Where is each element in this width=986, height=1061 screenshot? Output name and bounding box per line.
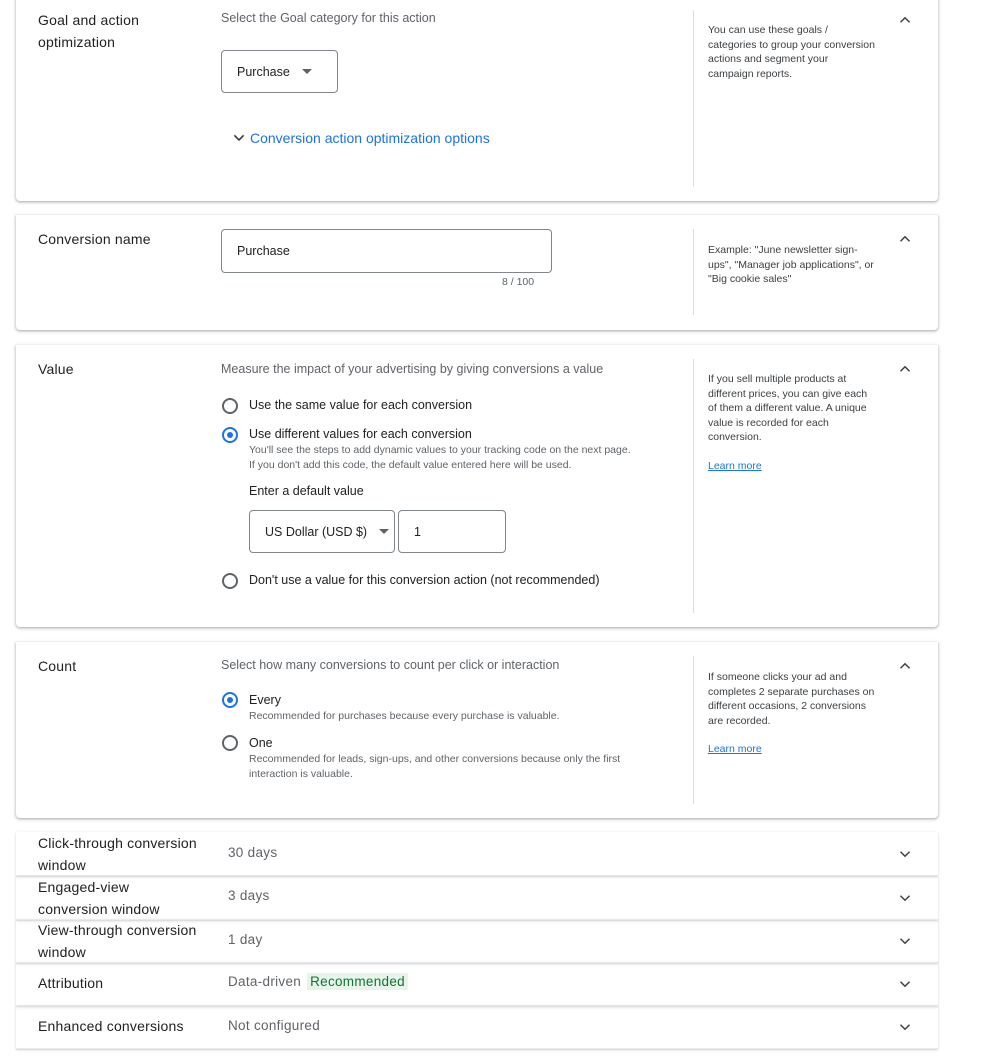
value-learn-more-link[interactable]: Learn more: [708, 459, 762, 472]
conversion-name-value: Purchase: [237, 244, 290, 258]
expand-chevron-down-icon[interactable]: [896, 845, 914, 863]
row-value: 30 days: [228, 845, 278, 860]
divider: [693, 656, 694, 804]
optimization-options-link[interactable]: [231, 130, 490, 146]
recommended-badge: Recommended: [307, 973, 408, 990]
goal-label: Goal and action optimization: [38, 12, 140, 50]
default-value-input[interactable]: [398, 510, 506, 553]
row-value: 1 day: [228, 932, 263, 947]
row-label: Attribution: [38, 975, 104, 991]
goal-category-select[interactable]: [221, 50, 338, 93]
row-label: View-through conversion window: [38, 922, 197, 960]
count-learn-more-link[interactable]: Learn more: [708, 743, 762, 756]
currency-value: US Dollar (USD $): [265, 524, 368, 539]
radio-one-label[interactable]: One: [249, 736, 273, 750]
radio-no-value-label[interactable]: Don't use a value for this conversion action (not recommended): [249, 573, 600, 587]
optimization-options-text: Conversion action optimization options: [250, 130, 490, 146]
count-section: [16, 642, 938, 818]
chevron-down-icon: [231, 130, 247, 146]
row-value: Data-driven: [228, 974, 302, 989]
row-label: Click-through conversion window: [38, 835, 197, 873]
expand-chevron-down-icon[interactable]: [896, 889, 914, 907]
default-value-amount: 1: [414, 524, 421, 539]
different-values-desc: You'll see the steps to add dynamic values to your tracking code on the next page.: [249, 444, 631, 456]
collapse-chevron-up-icon[interactable]: [896, 657, 914, 675]
goal-select-value: Purchase: [237, 64, 290, 79]
conversion-name-input[interactable]: [221, 229, 552, 273]
value-help: [708, 372, 876, 474]
one-desc: Recommended for leads, sign-ups, and other conversions because only the first: [249, 753, 621, 765]
every-desc: Recommended for purchases because every purchase is valuable.: [249, 710, 560, 722]
different-values-desc-2: If you don't add this code, the default value entered here will be used.: [249, 459, 572, 471]
radio-every[interactable]: [222, 692, 238, 708]
count-label: Count: [38, 658, 77, 674]
dropdown-arrow-icon: [379, 529, 389, 534]
goal-help: You can use these goals / categories to group your conversion actions and segment your campaign reports.: [708, 24, 875, 80]
expand-chevron-down-icon[interactable]: [896, 932, 914, 950]
radio-different-values-label[interactable]: Use different values for each conversion: [249, 427, 472, 441]
count-help-text: If someone clicks your ad and completes 2 separate purchases on different occasions, 2 conversions are recorded.: [708, 671, 875, 727]
value-help-text: If you sell multiple products at different prices, you can give each of them a different value. A unique value is recorded for each conversion.: [708, 373, 868, 444]
goal-subtitle: Select the Goal category for this action: [221, 11, 436, 25]
currency-select[interactable]: [249, 510, 395, 553]
collapse-chevron-up-icon[interactable]: [896, 11, 914, 29]
radio-same-value-label[interactable]: Use the same value for each conversion: [249, 398, 473, 412]
collapse-chevron-up-icon[interactable]: [896, 360, 914, 378]
radio-every-label[interactable]: Every: [249, 693, 281, 707]
radio-different-values[interactable]: [222, 427, 238, 443]
conversion-name-help: Example: "June newsletter sign-ups", "Manager job applications", or "Big cookie sales": [708, 244, 874, 286]
attribution-row[interactable]: [16, 962, 938, 1006]
conversion-name-label: Conversion name: [38, 231, 151, 247]
row-label: Enhanced conversions: [38, 1018, 184, 1034]
divider: [693, 229, 694, 315]
one-desc-2: interaction is valuable.: [249, 768, 353, 780]
view-through-window-row[interactable]: [16, 919, 938, 963]
count-subtitle: Select how many conversions to count per click or interaction: [221, 658, 560, 672]
goal-section: [16, 0, 938, 201]
divider: [693, 359, 694, 613]
click-through-window-row[interactable]: [16, 832, 938, 876]
expand-chevron-down-icon[interactable]: [896, 975, 914, 993]
radio-no-value[interactable]: [222, 573, 238, 589]
value-label: Value: [38, 361, 74, 377]
value-subtitle: Measure the impact of your advertising by giving conversions a value: [221, 362, 604, 376]
radio-same-value[interactable]: [222, 398, 238, 414]
enhanced-conversions-row[interactable]: [16, 1005, 938, 1049]
radio-one[interactable]: [222, 735, 238, 751]
expand-chevron-down-icon[interactable]: [896, 1018, 914, 1036]
count-help: [708, 670, 876, 757]
row-value: Not configured: [228, 1018, 321, 1033]
conversion-name-section: [16, 215, 938, 330]
value-section: [16, 345, 938, 627]
dropdown-arrow-icon: [302, 69, 312, 74]
row-label: Engaged-view conversion window: [38, 879, 160, 917]
character-counter: 8 / 100: [502, 276, 535, 288]
collapse-chevron-up-icon[interactable]: [896, 230, 914, 248]
default-value-label: Enter a default value: [249, 484, 364, 498]
row-value: 3 days: [228, 888, 270, 903]
divider: [693, 10, 694, 186]
engaged-view-window-row[interactable]: [16, 876, 938, 920]
